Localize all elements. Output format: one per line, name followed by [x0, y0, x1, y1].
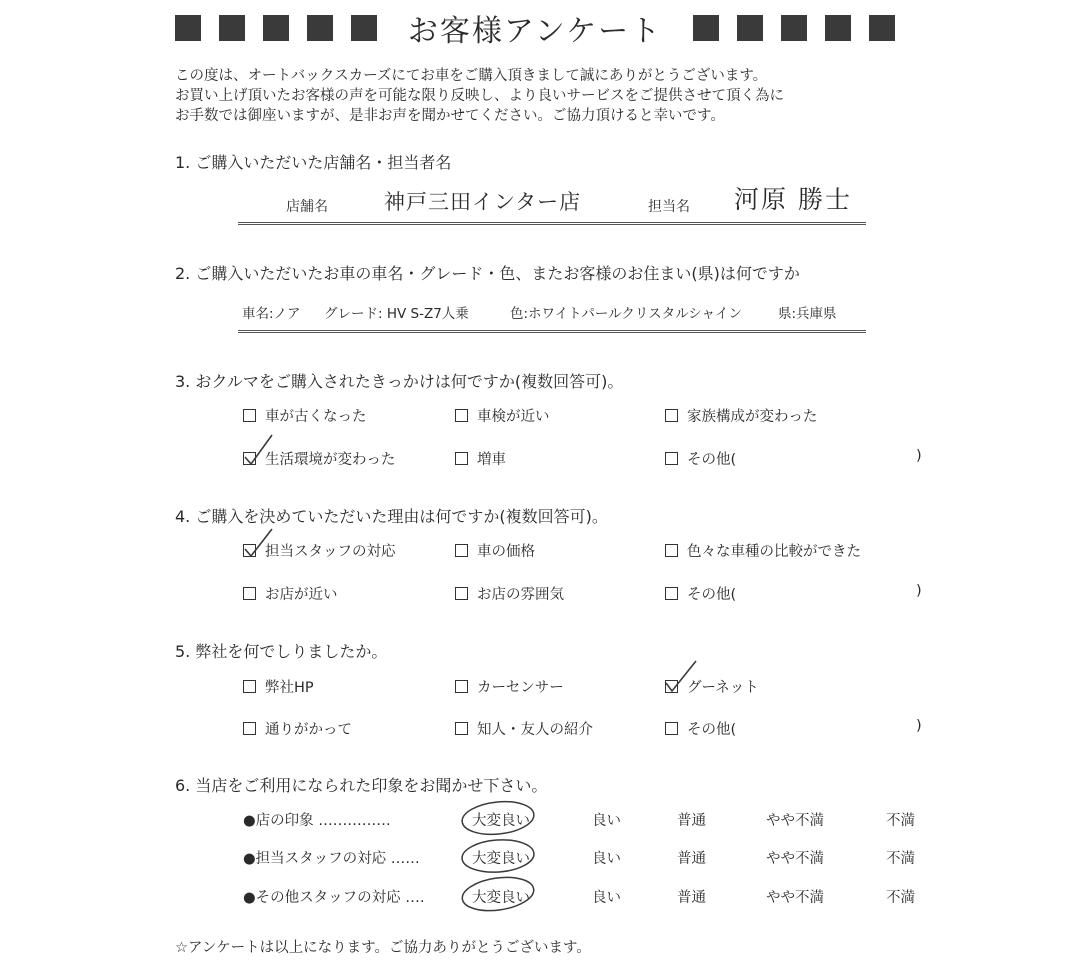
checkbox[interactable]	[665, 544, 678, 557]
option-label: 車の価格	[477, 544, 535, 560]
title-square	[219, 15, 245, 41]
option-label: お店の雰囲気	[477, 587, 564, 603]
title-square	[693, 15, 719, 41]
q3-option[interactable]	[455, 405, 550, 426]
q3-option[interactable]	[243, 405, 367, 426]
checkbox[interactable]	[455, 680, 468, 693]
checkmark-icon	[664, 661, 704, 695]
option-label: お店が近い	[265, 587, 338, 603]
store-label: 店舗名	[286, 199, 328, 215]
checkbox-checked[interactable]	[243, 452, 256, 465]
rating-very-good[interactable]: 大変良い	[472, 851, 530, 867]
checkbox[interactable]	[455, 452, 468, 465]
rating-dissatisfied[interactable]: 不満	[886, 851, 915, 867]
option-label: 車検が近い	[477, 409, 550, 425]
checkbox[interactable]	[243, 722, 256, 735]
q3-option[interactable]	[243, 448, 395, 469]
close-paren: )	[916, 448, 922, 464]
option-label: 弊社HP	[265, 680, 314, 696]
q4-option[interactable]	[455, 540, 535, 561]
title-square	[737, 15, 763, 41]
car-name[interactable]: 車名:ノア	[242, 306, 301, 322]
option-label: カーセンサー	[477, 680, 564, 696]
rating-very-good[interactable]: 大変良い	[472, 890, 530, 906]
q3-option[interactable]	[665, 405, 817, 426]
option-label: 通りがかって	[265, 722, 352, 738]
intro-line: この度は、オートバックスカーズにてお車をご購入頂きまして誠にありがとうございます。	[175, 68, 768, 84]
checkbox[interactable]	[665, 722, 678, 735]
rating-dissatisfied[interactable]: 不満	[886, 890, 915, 906]
checkbox[interactable]	[665, 587, 678, 600]
rating-row-label: ●その他スタッフの対応 ‥‥	[243, 890, 425, 906]
rating-somewhat-dissatisfied[interactable]: やや不満	[766, 813, 824, 829]
q4-option[interactable]	[243, 540, 396, 561]
question-5-label: 5. 弊社を何でしりましたか。	[175, 642, 388, 661]
rating-normal[interactable]: 普通	[677, 851, 706, 867]
store-value[interactable]: 神戸三田インター店	[384, 190, 582, 214]
question-4-label: 4. ご購入を決めていただいた理由は何ですか(複数回答可)。	[175, 507, 608, 526]
q4-option[interactable]	[665, 583, 736, 604]
q5-option[interactable]	[455, 718, 593, 739]
q3-option[interactable]	[665, 448, 736, 469]
option-label: 家族構成が変わった	[687, 409, 818, 425]
checkbox[interactable]	[455, 587, 468, 600]
option-label: 車が古くなった	[265, 409, 367, 425]
selection-circle	[458, 834, 540, 876]
q5-option[interactable]	[665, 718, 736, 739]
question-6-label: 6. 当店をご利用になられた印象をお聞かせ下さい。	[175, 776, 548, 795]
q5-option[interactable]	[243, 676, 314, 697]
question-3-label: 3. おクルマをご購入されたきっかけは何ですか(複数回答可)。	[175, 372, 624, 391]
option-label: その他(	[687, 452, 737, 468]
title-square	[781, 15, 807, 41]
rating-normal[interactable]: 普通	[677, 813, 706, 829]
checkbox[interactable]	[243, 587, 256, 600]
rating-good[interactable]: 良い	[592, 851, 621, 867]
selection-circle	[458, 796, 540, 838]
title-square	[307, 15, 333, 41]
checkbox[interactable]	[665, 452, 678, 465]
store-staff-field	[238, 184, 866, 225]
question-2-label: 2. ご購入いただいたお車の車名・グレード・色、またお客様のお住まい(県)は何ですか	[175, 264, 800, 283]
rating-good[interactable]: 良い	[592, 813, 621, 829]
page-title: お客様アンケート	[407, 14, 663, 49]
title-square	[351, 15, 377, 41]
prefecture[interactable]: 県:兵庫県	[778, 306, 837, 322]
title-square	[263, 15, 289, 41]
title-square	[869, 15, 895, 41]
checkbox[interactable]	[243, 680, 256, 693]
q5-option[interactable]	[665, 676, 759, 697]
rating-somewhat-dissatisfied[interactable]: やや不満	[766, 890, 824, 906]
rating-good[interactable]: 良い	[592, 890, 621, 906]
checkbox[interactable]	[455, 722, 468, 735]
option-label: グーネット	[687, 680, 759, 696]
rating-row-label: ●店の印象 ……………	[243, 813, 391, 829]
option-label: 色々な車種の比較ができた	[687, 544, 861, 560]
checkmark-icon	[242, 433, 282, 467]
staff-label: 担当名	[648, 199, 690, 215]
title-square	[175, 15, 201, 41]
option-label: 増車	[477, 452, 506, 468]
title-row	[0, 8, 1070, 48]
car-color[interactable]: 色:ホワイトパールクリスタルシャイン	[510, 306, 742, 322]
option-label: 生活環境が変わった	[265, 452, 396, 468]
q3-option[interactable]	[455, 448, 506, 469]
checkbox-checked[interactable]	[665, 680, 678, 693]
q5-option[interactable]	[243, 718, 352, 739]
title-square	[825, 15, 851, 41]
checkbox-checked[interactable]	[243, 544, 256, 557]
option-label: その他(	[687, 722, 737, 738]
question-1-label: 1. ご購入いただいた店舗名・担当者名	[175, 153, 452, 172]
rating-somewhat-dissatisfied[interactable]: やや不満	[766, 851, 824, 867]
car-info-field	[238, 296, 866, 333]
option-label: その他(	[687, 587, 737, 603]
intro-line: お買い上げ頂いたお客様の声を可能な限り反映し、より良いサービスをご提供させて頂く為に	[175, 88, 784, 104]
checkmark-icon	[242, 525, 282, 559]
intro-line: お手数では御座いますが、是非お声を聞かせてください。ご協力頂けると幸いです。	[175, 108, 725, 124]
close-paren: )	[916, 583, 922, 599]
rating-normal[interactable]: 普通	[677, 890, 706, 906]
rating-very-good[interactable]: 大変良い	[472, 813, 530, 829]
intro-text	[175, 66, 784, 126]
option-label: 担当スタッフの対応	[265, 544, 396, 560]
car-grade[interactable]: グレード: HV S-Z7人乗	[324, 306, 469, 322]
q4-option[interactable]	[243, 583, 338, 604]
selection-circle	[458, 872, 540, 914]
close-paren: )	[916, 718, 922, 734]
checkbox[interactable]	[243, 409, 256, 422]
checkbox[interactable]	[665, 409, 678, 422]
footer-note: ☆アンケートは以上になります。ご協力ありがとうございます。	[175, 940, 591, 956]
staff-value[interactable]: 河原 勝士	[734, 185, 852, 214]
rating-row-label: ●担当スタッフの対応 ……	[243, 851, 420, 867]
checkbox[interactable]	[455, 409, 468, 422]
checkbox[interactable]	[455, 544, 468, 557]
rating-dissatisfied[interactable]: 不満	[886, 813, 915, 829]
option-label: 知人・友人の紹介	[477, 722, 593, 738]
q4-option[interactable]	[665, 540, 861, 561]
q4-option[interactable]	[455, 583, 564, 604]
q5-option[interactable]	[455, 676, 564, 697]
